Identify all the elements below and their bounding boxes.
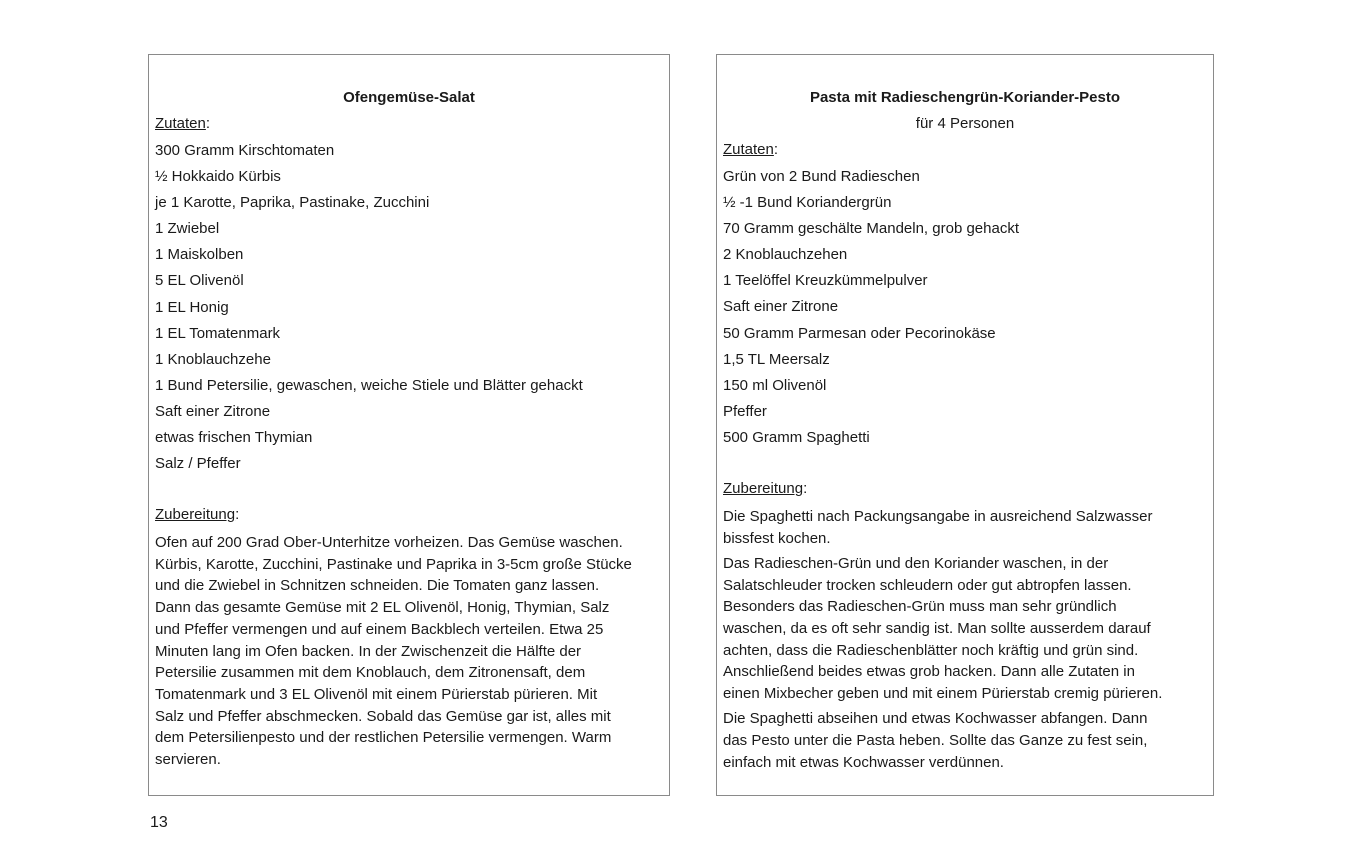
preparation-line: Salz und Pfeffer abschmecken. Sobald das Gemüse gar ist, alles mit [155, 707, 611, 725]
preparation-line: Ofen auf 200 Grad Ober-Unterhitze vorheizen. Das Gemüse waschen. [155, 534, 623, 551]
ingredients-heading: Zutaten: [723, 141, 779, 158]
preparation-line: Besonders das Radieschen-Grün muss man sehr gründlich [723, 598, 1117, 616]
preparation-line: einfach mit etwas Kochwasser verdünnen. [723, 753, 1004, 771]
preparation-label: Zubereitung [723, 480, 804, 497]
preparation-step [723, 708, 1162, 773]
preparation-step [723, 506, 1162, 549]
ingredients-label: Zutaten [723, 141, 774, 158]
recipe-title: Ofengemüse-Salat [343, 89, 475, 106]
ingredients-list [723, 167, 1019, 454]
ingredient-item: 70 Gramm geschälte Mandeln, grob gehackt [723, 220, 1019, 238]
preparation-line: einen Mixbecher geben und mit einem Pürierstab cremig pürieren. [723, 684, 1163, 702]
ingredients-list [155, 141, 583, 480]
recipe-card-pasta-pesto [716, 54, 1214, 796]
preparation-line: Minuten lang im Ofen backen. In der Zwischenzeit die Hälfte der [155, 642, 582, 660]
preparation-line: Dann das gesamte Gemüse mit 2 EL Olivenöl, Honig, Thymian, Salz [155, 599, 610, 617]
preparation-line: achten, dass die Radieschenblätter noch kräftig und grün sind. [723, 641, 1139, 659]
preparation-step [723, 553, 1162, 704]
ingredient-item: 1 Zwiebel [155, 220, 220, 238]
ingredient-item: Pfeffer [723, 402, 767, 420]
ingredient-item: 50 Gramm Parmesan oder Pecorinokäse [723, 324, 996, 342]
ingredient-item: 2 Knoblauchzehen [723, 246, 848, 264]
ingredient-item: Salz / Pfeffer [155, 455, 241, 473]
ingredient-item: 1 Knoblauchzehe [155, 350, 271, 368]
ingredient-item: 300 Gramm Kirschtomaten [155, 142, 335, 159]
preparation-line: dem Petersilienpesto und der restlichen Petersilie vermengen. Warm [155, 729, 612, 747]
preparation-text [155, 532, 632, 771]
preparation-heading: Zubereitung: [155, 506, 240, 523]
preparation-line: Das Radieschen-Grün und den Koriander waschen, in der [723, 555, 1109, 573]
preparation-line: Salatschleuder trocken schleudern oder gut abtropfen lassen. [723, 576, 1132, 594]
preparation-line: waschen, da es oft sehr sandig ist. Man sollte ausserdem darauf [723, 619, 1151, 637]
ingredient-item: 1,5 TL Meersalz [723, 350, 830, 368]
ingredient-item: 1 Bund Petersilie, gewaschen, weiche Stiele und Blätter gehackt [155, 376, 583, 394]
ingredient-item: 1 Teelöffel Kreuzkümmelpulver [723, 272, 928, 290]
preparation-line: Kürbis, Karotte, Zucchini, Pastinake und Paprika in 3-5cm große Stücke [155, 555, 632, 573]
ingredient-item: Grün von 2 Bund Radieschen [723, 168, 920, 185]
ingredient-item: Saft einer Zitrone [155, 402, 271, 420]
ingredients-heading: Zutaten: [155, 115, 211, 132]
recipe-servings: für 4 Personen [915, 115, 1015, 132]
preparation-steps [723, 506, 1162, 777]
preparation-line: und Pfeffer vermengen und auf einem Backblech verteilen. Etwa 25 [155, 620, 604, 638]
ingredient-item: 150 ml Olivenöl [723, 376, 827, 394]
ingredient-item: etwas frischen Thymian [155, 429, 313, 447]
preparation-line: Die Spaghetti nach Packungsangabe in ausreichend Salzwasser [723, 508, 1153, 525]
preparation-label: Zubereitung [155, 506, 236, 523]
ingredient-item: 1 EL Tomatenmark [155, 324, 281, 342]
ingredient-item: ½ -1 Bund Koriandergrün [723, 194, 892, 212]
preparation-line: Die Spaghetti abseihen und etwas Kochwasser abfangen. Dann [723, 710, 1148, 728]
preparation-heading: Zubereitung: [723, 480, 808, 497]
recipe-title: Pasta mit Radieschengrün-Koriander-Pesto [809, 89, 1121, 106]
ingredient-item: je 1 Karotte, Paprika, Pastinake, Zucchini [155, 194, 430, 212]
ingredient-item: ½ Hokkaido Kürbis [155, 168, 281, 186]
ingredients-label: Zutaten [155, 115, 206, 132]
ingredient-item: 1 EL Honig [155, 298, 229, 316]
ingredient-item: Saft einer Zitrone [723, 298, 839, 316]
preparation-line: das Pesto unter die Pasta heben. Sollte das Ganze zu fest sein, [723, 731, 1148, 749]
ingredient-item: 1 Maiskolben [155, 246, 244, 264]
recipe-card-ofengemuese-salat [148, 54, 670, 796]
preparation-line: bissfest kochen. [723, 529, 831, 547]
ingredient-item: 500 Gramm Spaghetti [723, 428, 870, 446]
preparation-line: und die Zwiebel in Schnitzen schneiden. Die Tomaten ganz lassen. [155, 577, 600, 595]
preparation-line: Anschließend beides etwas grob hacken. Dann alle Zutaten in [723, 663, 1135, 681]
ingredient-item: 5 EL Olivenöl [155, 272, 244, 290]
page-number: 13 [150, 814, 168, 831]
preparation-line: Petersilie zusammen mit dem Knoblauch, dem Zitronensaft, dem [155, 664, 586, 682]
preparation-line: Tomatenmark und 3 EL Olivenöl mit einem Pürierstab pürieren. Mit [155, 685, 598, 703]
preparation-line: servieren. [155, 751, 221, 769]
